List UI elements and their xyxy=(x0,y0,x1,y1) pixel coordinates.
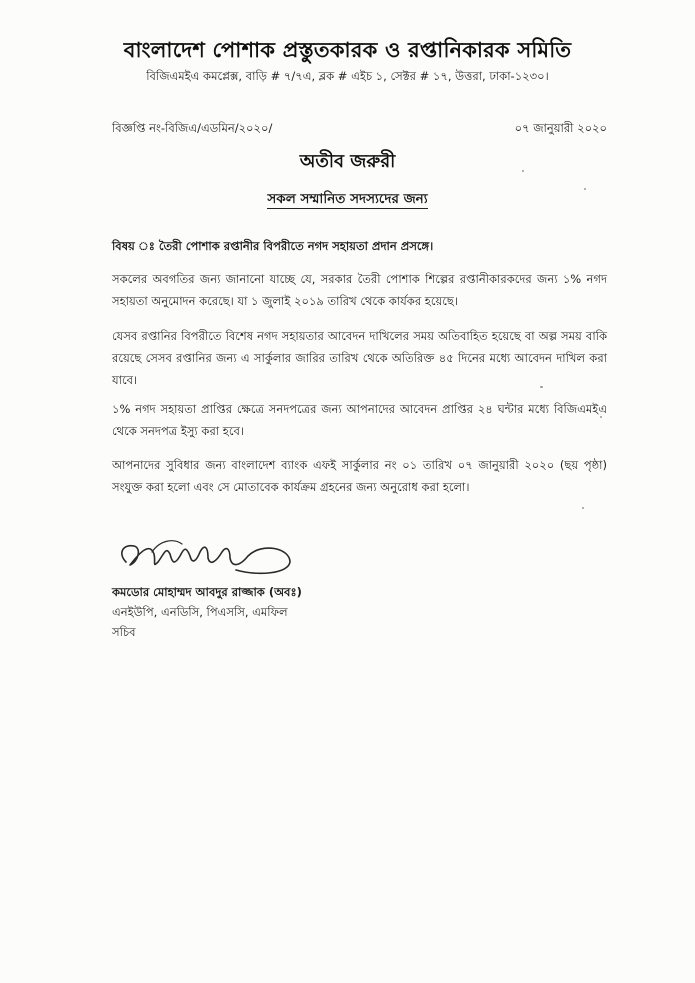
signatory-credentials: এনইউপি, এনডিসি, পিএসসি, এমফিল xyxy=(112,605,288,619)
scan-speck xyxy=(584,188,586,190)
paragraph: যেসব রপ্তানির বিপরীতে বিশেষ নগদ সহায়তার আবেদন দাখিলের সময় অতিবাহিত হয়েছে বা অল্প সময় বাকি রয়েছে সেসব রপ্তানির জন্য এ সার্কুলার জারির তারিখ থেকে অতিরিক্ত ৪৫ দিনের মধ্যে আবেদন দাখিল করা যাবে। xyxy=(112,329,607,387)
reference-number: বিজ্ঞপ্তি নং-বিজিএ/এডমিন/২০২০/ xyxy=(112,121,273,135)
signatory-name: কমডোর মোহাম্মদ আবদুর রাজ্জাক (অবঃ) xyxy=(112,585,302,599)
paragraph: সকলের অবগতির জন্য জানানো যাচ্ছে যে, সরকার তৈরী পোশাক শিল্পের রপ্তানীকারকদের জন্য ১% নগদ সহায়তা অনুমোদন করেছে। যা ১ জুলাই ২০১৯ তারিখ থেকে কার্যকর হয়েছে। xyxy=(112,272,607,308)
organization-address: বিজিএমইএ কমপ্লেক্স, বাড়ি # ৭/৭এ, ব্লক # এইচ ১, সেক্টর # ১৭, উত্তরা, ঢাকা-১২৩০। xyxy=(146,69,549,83)
scan-speck xyxy=(522,170,524,172)
urgency-heading: অতীব জরুরী xyxy=(299,151,396,172)
signatory-title: সচিব xyxy=(112,625,136,639)
paragraph: আপনাদের সুবিধার জন্য বাংলাদেশ ব্যাংক এফই সার্কুলার নং ০১ তারিখ ০৭ জানুয়ারী ২০২০ (ছয় পৃষ্ঠা) সংযুক্ত করা হলো এবং সে মোতাবেক কার্যক্রম গ্রহনের জন্য অনুরোধ করা হলো। xyxy=(112,458,607,494)
subject-line: বিষয় ঃ তৈরী পোশাক রপ্তানীর বিপরীতে নগদ সহায়তা প্রদান প্রসঙ্গে। xyxy=(112,239,434,253)
scan-speck xyxy=(582,507,584,509)
signatory-block xyxy=(112,582,412,642)
notice-date: ০৭ জানুয়ারী ২০২০ xyxy=(514,121,607,135)
organization-name: বাংলাদেশ পোশাক প্রস্তুতকারক ও রপ্তানিকারক সমিতি xyxy=(123,37,572,62)
handwritten-signature-icon xyxy=(112,532,302,580)
reference-row xyxy=(112,120,607,139)
scan-speck xyxy=(540,386,543,388)
paragraph: ১% নগদ সহায়তা প্রাপ্তির ক্ষেত্রে সনদপত্রের জন্য আপনাদের আবেদন প্রাপ্তির ২৪ ঘন্টার মধ্যে বিজিএমইএ থেকে সনদপত্র ইস্যু করা হবে। xyxy=(112,402,607,438)
audience-heading xyxy=(0,188,695,211)
scan-speck xyxy=(600,416,602,418)
audience-text: সকল সম্মানিত সদস্যদের জন্য xyxy=(267,191,428,207)
